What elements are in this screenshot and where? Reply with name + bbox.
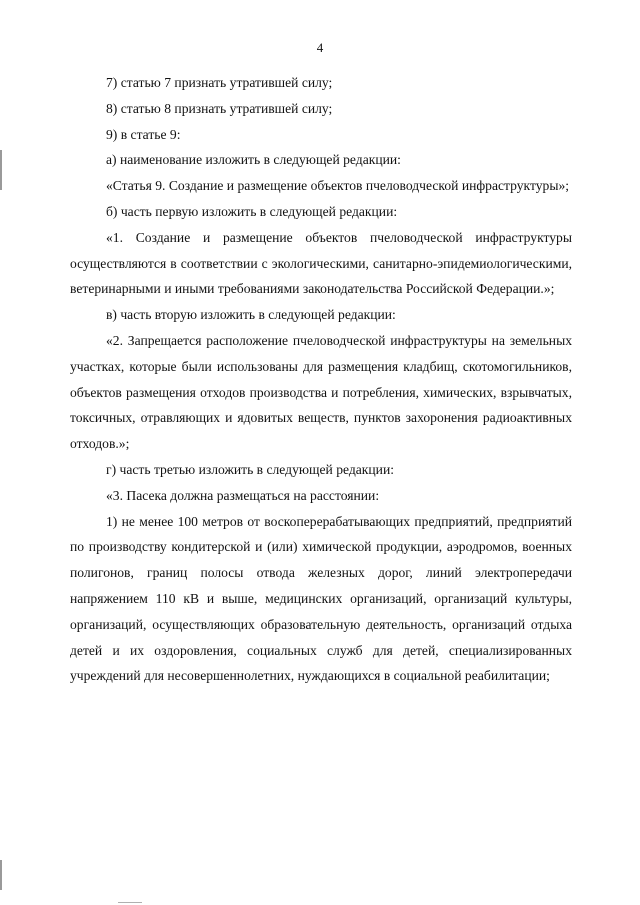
paragraph-item-8: 8) статью 8 признать утратившей силу;: [106, 100, 333, 116]
paragraph-subitem-g: г) часть третью изложить в следующей редакции:: [106, 461, 395, 477]
paragraph-part-2: «2. Запрещается расположение пчеловодческой инфраструктуры на земельных участках, которые были использованы для размещения кладбищ, скотомогильников, объектов размещения отходов производства и потребления, химических, взрывчатых, токсичных, отравляющих и ядовитых веществ, пунктов захоронения радиоактивных отходов.»;: [70, 332, 572, 452]
paragraph-subitem-a: а) наименование изложить в следующей редакции:: [106, 152, 401, 168]
paragraph-subitem-v: в) часть вторую изложить в следующей редакции:: [106, 307, 396, 323]
paragraph-subitem-b: б) часть первую изложить в следующей редакции:: [106, 203, 398, 219]
paragraph-article-title: «Статья 9. Создание и размещение объектов пчеловодческой инфраструктуры»;: [106, 178, 570, 194]
scan-edge-mark: [0, 860, 2, 890]
document-body: [70, 70, 572, 689]
page-number: 4: [316, 40, 324, 55]
paragraph-part-3: «3. Пасека должна размещаться на расстоянии:: [106, 487, 380, 503]
paragraph-item-7: 7) статью 7 признать утратившей силу;: [106, 75, 333, 90]
paragraph-part-1: «1. Создание и размещение объектов пчеловодческой инфраструктуры осуществляются в соответствии с экологическими, санитарно-эпидемиологическими, ветеринарными и иными требованиями законодательства Российской Федерации.»;: [70, 229, 572, 297]
scan-artifact: [118, 902, 142, 903]
scan-edge-mark: [0, 150, 2, 190]
paragraph-part-3-item-1: 1) не менее 100 метров от воскоперерабатывающих предприятий, предприятий по производству кондитерской и (или) химической продукции, аэродромов, военных полигонов, границ полосы отвода железных дорог, линий электропередачи напряжением 110 кВ и выше, медицинских организаций, организаций культуры, организаций, осуществляющих образовательную деятельность, организаций отдыха детей и их оздоровления, социальных служб для детей, специализированных учреждений для несовершеннолетних, нуждающихся в социальной реабилитации;: [70, 513, 572, 684]
paragraph-item-9: 9) в статье 9:: [106, 126, 181, 142]
